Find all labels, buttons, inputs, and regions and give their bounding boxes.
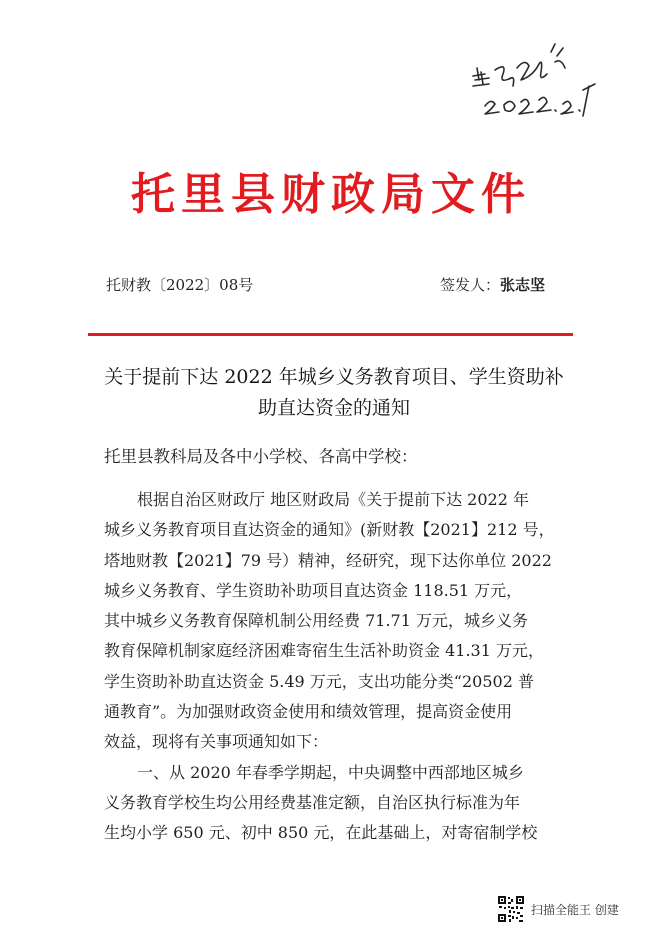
scanner-watermark [497,893,619,925]
org-document-header: 托里县财政局文件 [131,169,531,220]
body-line: 塔地财教【2021】79 号）精神，经研究，现下达你单位 2022 [104,550,552,570]
signer [440,275,545,295]
body-line: 根据自治区财政厅 地区财政局《关于提前下达 2022 年 [137,490,529,509]
scanner-text: 扫描全能王 创建 [531,902,619,917]
document-number: 托财教〔2022〕08号 [106,276,254,294]
body-line: 义务教育学校生均公用经费基准定额，自治区执行标准为年 [104,792,521,812]
body-line: 效益，现将有关事项通知如下： [104,732,329,752]
body-line: 一、从 2020 年春季学期起，中央调整中西部地区城乡 [137,762,524,782]
notice-title-line-1: 关于提前下达 2022 年城乡义务教育项目、学生资助补 [104,366,564,388]
handwritten-annotation [455,28,605,123]
notice-body [104,485,574,849]
body-line: 通教育”。为加强财政资金使用和绩效管理，提高资金使用 [104,702,513,722]
qr-code-icon [497,895,525,923]
body-line: 其中城乡义务教育保障机制公用经费 71.71 万元，城乡义务 [104,611,528,631]
header-divider [88,333,573,336]
body-line: 学生资助补助直达资金 5.49 万元，支出功能分类“20502 普 [104,671,534,691]
body-line: 教育保障机制家庭经济困难寄宿生生活补助资金 41.31 万元， [104,641,544,661]
body-line: 城乡义务教育、学生资助补助项目直达资金 118.51 万元， [104,580,523,600]
signer-name: 张志坚 [500,276,546,294]
notice-title [104,362,564,424]
notice-title-line-2: 助直达资金的通知 [257,397,410,419]
body-line: 城乡义务教育项目直达资金的通知》(新财教【2021】212 号， [104,520,555,540]
body-line: 生均小学 650 元、初中 850 元，在此基础上，对寄宿制学校 [104,823,538,843]
recipient-line: 托里县教科局及各中小学校、各高中学校： [104,447,418,466]
handwritten-signature-icon [455,28,605,123]
signer-label: 签发人： [440,276,501,294]
